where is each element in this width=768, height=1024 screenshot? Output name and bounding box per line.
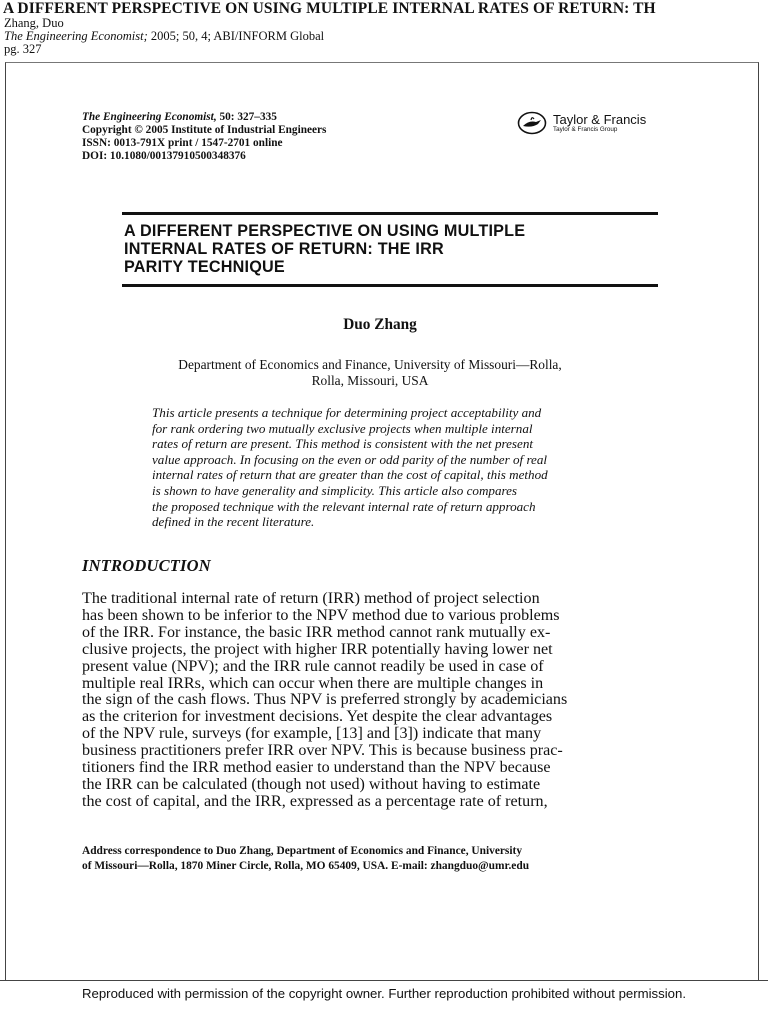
- affiliation-line: Rolla, Missouri, USA: [311, 373, 429, 388]
- record-journal-details: 2005; 50, 4; ABI/INFORM Global: [147, 29, 325, 43]
- journal-citation: [82, 111, 326, 124]
- correspondence-footnote: [82, 844, 672, 874]
- abstract-line: is shown to have generality and simplicity. This article also compares: [152, 482, 518, 498]
- body-line: multiple real IRRs, which can occur when there are multiple changes in: [82, 674, 544, 692]
- body-line: the sign of the cash flows. Thus NPV is preferred strongly by academicians: [82, 691, 568, 709]
- title-top-rule: [122, 212, 658, 215]
- section-heading: INTRODUCTION: [82, 556, 211, 575]
- body-line: business practitioners prefer IRR over NPV. This is because business prac-: [82, 742, 563, 760]
- reproduction-notice: Reproduced with permission of the copyright owner. Further reproduction prohibited without permission.: [81, 986, 686, 1001]
- record-journal: [4, 29, 324, 43]
- issn-line: ISSN: 0013-791X print / 1547-2701 online: [82, 137, 283, 149]
- publisher-group: Taylor & Francis Group: [553, 125, 618, 133]
- body-line: titioners find the IRR method easier to understand than the NPV because: [82, 759, 551, 777]
- record-page: pg. 327: [4, 42, 42, 56]
- body-line: of the NPV rule, surveys (for example, [13] and [3]) indicate that many: [82, 725, 542, 743]
- journal-pages: 50: 327–335: [216, 111, 277, 123]
- author-affiliation: [100, 357, 640, 389]
- body-text: [82, 591, 662, 811]
- abstract-line: for rank ordering two mutually exclusive projects when multiple internal: [152, 420, 533, 436]
- record-journal-name: The Engineering Economist;: [4, 29, 148, 43]
- article-title: [124, 222, 654, 276]
- record-author: Zhang, Duo: [4, 16, 64, 30]
- body-line: the cost of capital, and the IRR, expressed as a percentage rate of return,: [82, 792, 548, 810]
- journal-metadata: [82, 111, 326, 163]
- body-line: as the criterion for investment decisions. Yet despite the clear advantages: [82, 708, 553, 726]
- title-bottom-rule: [122, 284, 658, 287]
- footnote-line: Address correspondence to Duo Zhang, Department of Economics and Finance, University: [82, 845, 523, 857]
- abstract-line: value approach. In focusing on the even or odd parity of the number of real: [152, 451, 548, 467]
- publisher-logo: [517, 111, 646, 135]
- affiliation-line: Department of Economics and Finance, University of Missouri—Rolla,: [178, 357, 562, 372]
- publisher-lamp-icon: [517, 111, 547, 135]
- body-line: clusive projects, the project with higher IRR potentially having lower net: [82, 640, 553, 658]
- abstract-line: internal rates of return that are greater than the cost of capital, this method: [152, 467, 548, 483]
- abstract-line: This article presents a technique for determining project acceptability and: [152, 405, 542, 420]
- footnote-line: of Missouri—Rolla, 1870 Miner Circle, Rolla, MO 65409, USA. E-mail: zhangduo@umr.edu: [82, 860, 530, 872]
- body-line: The traditional internal rate of return (IRR) method of project selection: [82, 590, 540, 607]
- body-line: of the IRR. For instance, the basic IRR method cannot rank mutually ex-: [82, 623, 551, 641]
- publisher-name: Taylor & Francis: [553, 111, 647, 127]
- title-line: INTERNAL RATES OF RETURN: THE IRR: [124, 240, 444, 258]
- abstract: [152, 405, 662, 530]
- abstract-line: rates of return are present. This method is consistent with the net present: [152, 436, 534, 452]
- doi-line: DOI: 10.1080/00137910500348376: [82, 150, 246, 162]
- abstract-line: the proposed technique with the relevant internal rate of return approach: [152, 498, 536, 514]
- abstract-line: defined in the recent literature.: [152, 514, 315, 530]
- title-line: PARITY TECHNIQUE: [124, 258, 285, 276]
- journal-name: The Engineering Economist,: [82, 111, 217, 123]
- page-bottom-rule: [0, 980, 768, 981]
- body-line: the IRR can be calculated (though not used) without having to estimate: [82, 775, 541, 793]
- copyright-line: Copyright © 2005 Institute of Industrial Engineers: [82, 124, 327, 136]
- body-line: present value (NPV); and the IRR rule cannot readily be used in case of: [82, 657, 544, 675]
- record-title: A DIFFERENT PERSPECTIVE ON USING MULTIPLE INTERNAL RATES OF RETURN: TH: [3, 0, 656, 17]
- body-line: has been shown to be inferior to the NPV method due to various problems: [82, 606, 560, 624]
- article-author: Duo Zhang: [343, 316, 417, 333]
- title-line: A DIFFERENT PERSPECTIVE ON USING MULTIPLE: [124, 222, 526, 240]
